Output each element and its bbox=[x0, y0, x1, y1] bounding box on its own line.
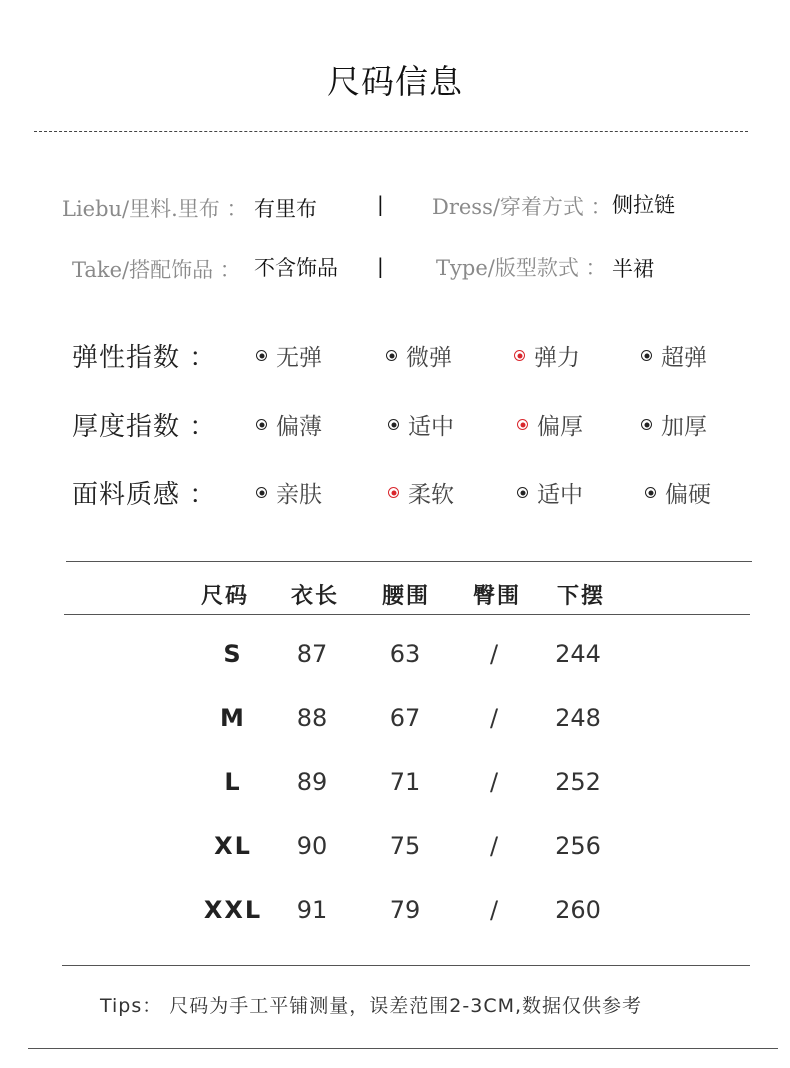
table-cell: 63 bbox=[389, 640, 421, 668]
attribute-option[interactable] bbox=[514, 339, 580, 372]
type-label: Type/版型款式 ： bbox=[436, 256, 607, 280]
table-cell: 91 bbox=[296, 896, 328, 924]
attribute-option[interactable] bbox=[645, 476, 711, 509]
wear-label: Dress/穿着方式 ： bbox=[432, 195, 612, 219]
table-cell: / bbox=[489, 640, 499, 668]
accessory-value: 不含饰品 bbox=[254, 256, 338, 280]
size-label: XL bbox=[214, 832, 252, 860]
attribute-option-label: 微弹 bbox=[406, 345, 452, 371]
tips-text: Tips： 尺码为手工平铺测量，误差范围2-3CM,数据仅供参考 bbox=[100, 995, 643, 1017]
attribute-option[interactable] bbox=[256, 339, 322, 372]
attribute-option[interactable] bbox=[388, 408, 454, 441]
header-waist: 腰围 bbox=[382, 584, 431, 609]
attribute-option-label: 偏硬 bbox=[665, 482, 711, 508]
meta-separator: | bbox=[377, 254, 384, 278]
meta-separator: | bbox=[377, 192, 384, 216]
radio-icon[interactable] bbox=[641, 350, 652, 361]
table-cell: / bbox=[489, 896, 499, 924]
radio-icon[interactable] bbox=[256, 419, 267, 430]
radio-selected-icon[interactable] bbox=[514, 350, 525, 361]
attribute-option-label: 柔软 bbox=[408, 482, 454, 508]
lining-value: 有里布 bbox=[254, 197, 317, 221]
size-label: M bbox=[220, 704, 246, 732]
title-divider bbox=[34, 131, 748, 132]
table-cell: 260 bbox=[555, 896, 601, 924]
radio-icon[interactable] bbox=[256, 350, 267, 361]
attribute-option-label: 无弹 bbox=[276, 345, 322, 371]
radio-selected-icon[interactable] bbox=[517, 419, 528, 430]
header-hem: 下摆 bbox=[557, 584, 606, 609]
attribute-option[interactable] bbox=[517, 476, 583, 509]
table-cell: 88 bbox=[296, 704, 328, 732]
attribute-label: 面料质感 ： bbox=[72, 480, 217, 510]
radio-selected-icon[interactable] bbox=[388, 487, 399, 498]
radio-icon[interactable] bbox=[386, 350, 397, 361]
radio-icon[interactable] bbox=[388, 419, 399, 430]
table-cell: 248 bbox=[555, 704, 601, 732]
table-bottom-border bbox=[62, 965, 750, 966]
size-label: XXL bbox=[203, 896, 263, 924]
table-cell: 87 bbox=[296, 640, 328, 668]
attribute-option[interactable] bbox=[517, 408, 583, 441]
table-cell: 79 bbox=[389, 896, 421, 924]
type-value: 半裙 bbox=[612, 257, 654, 281]
header-size: 尺码 bbox=[201, 584, 250, 609]
attribute-option-label: 弹力 bbox=[534, 345, 580, 371]
page-title: 尺码信息 bbox=[327, 62, 463, 101]
attribute-option-label: 偏薄 bbox=[276, 414, 322, 440]
attribute-option-label: 超弹 bbox=[661, 345, 707, 371]
attribute-option-label: 加厚 bbox=[661, 414, 707, 440]
attribute-option[interactable] bbox=[388, 476, 454, 509]
radio-icon[interactable] bbox=[517, 487, 528, 498]
table-cell: 67 bbox=[389, 704, 421, 732]
table-cell: 90 bbox=[296, 832, 328, 860]
table-cell: 75 bbox=[389, 832, 421, 860]
wear-value: 侧拉链 bbox=[612, 193, 675, 217]
table-cell: 252 bbox=[555, 768, 601, 796]
attribute-option-label: 亲肤 bbox=[276, 482, 322, 508]
radio-icon[interactable] bbox=[641, 419, 652, 430]
attribute-option-label: 适中 bbox=[408, 414, 454, 440]
table-cell: 244 bbox=[555, 640, 601, 668]
table-cell: 71 bbox=[389, 768, 421, 796]
attribute-option[interactable] bbox=[256, 408, 322, 441]
footer-divider bbox=[28, 1048, 778, 1049]
table-top-border bbox=[66, 561, 752, 562]
size-label: L bbox=[224, 768, 242, 796]
attribute-label: 弹性指数 ： bbox=[72, 343, 217, 373]
table-cell: / bbox=[489, 768, 499, 796]
table-cell: / bbox=[489, 704, 499, 732]
header-length: 衣长 bbox=[291, 584, 340, 609]
table-cell: / bbox=[489, 832, 499, 860]
radio-icon[interactable] bbox=[256, 487, 267, 498]
radio-icon[interactable] bbox=[645, 487, 656, 498]
attribute-option-label: 偏厚 bbox=[537, 414, 583, 440]
attribute-option[interactable] bbox=[641, 408, 707, 441]
table-cell: 89 bbox=[296, 768, 328, 796]
table-cell: 256 bbox=[555, 832, 601, 860]
attribute-option-label: 适中 bbox=[537, 482, 583, 508]
attribute-option[interactable] bbox=[256, 476, 322, 509]
size-label: S bbox=[223, 640, 243, 668]
attribute-label: 厚度指数 ： bbox=[72, 412, 217, 442]
header-hip: 臀围 bbox=[473, 584, 522, 609]
lining-label: Liebu/里料.里布 ： bbox=[62, 197, 248, 221]
accessory-label: Take/搭配饰品 ： bbox=[72, 258, 241, 282]
attribute-option[interactable] bbox=[386, 339, 452, 372]
attribute-option[interactable] bbox=[641, 339, 707, 372]
table-header-border bbox=[64, 614, 750, 615]
